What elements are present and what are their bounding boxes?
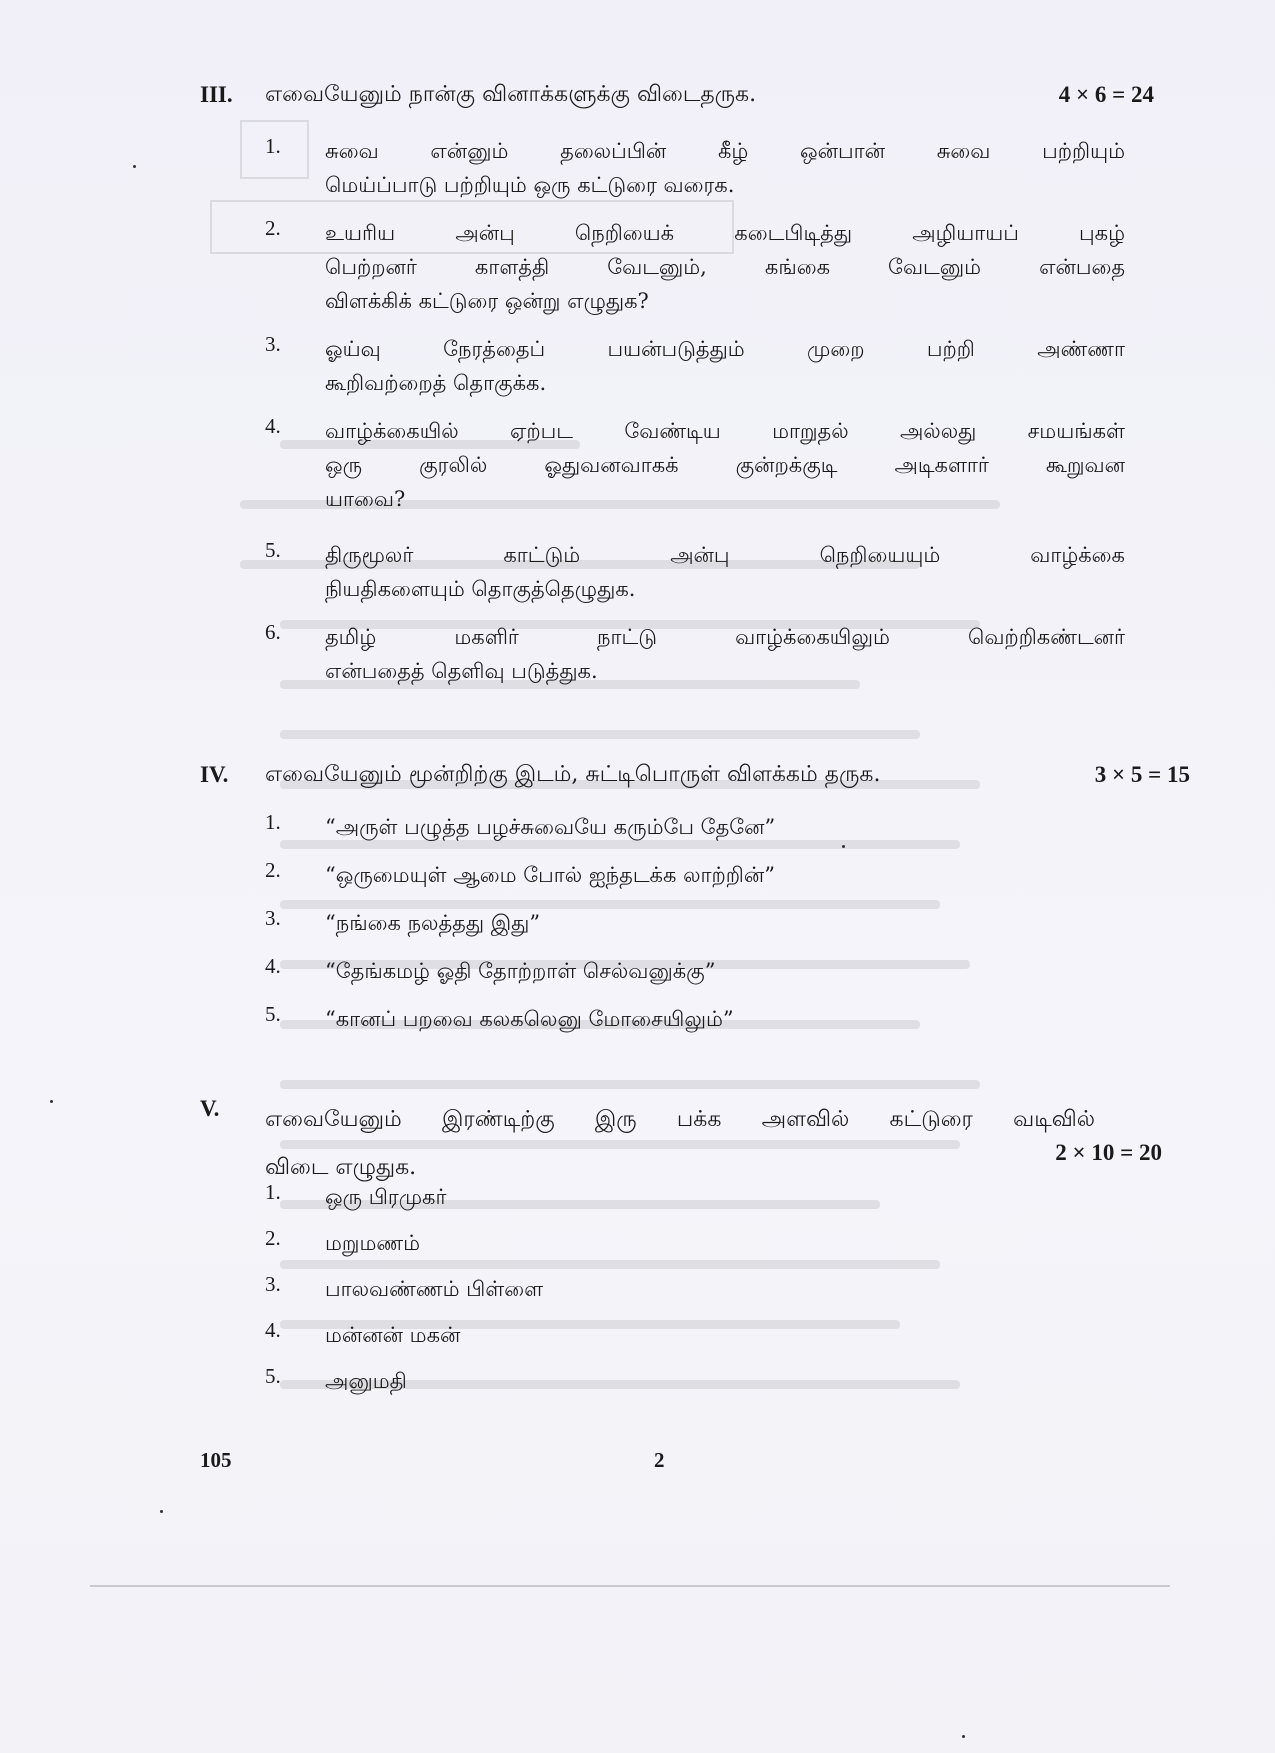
quote-text: “கானப் பறவை கலகலெனு மோசையிலும்” [325, 1007, 734, 1031]
question-item [265, 134, 1125, 204]
topic-text: ஒரு பிரமுகர் [325, 1185, 447, 1209]
topic-number: 3. [265, 1272, 281, 1296]
speck [842, 845, 845, 848]
quote-text: “அருள் பழுத்த பழச்சுவையே கரும்பே தேனே” [325, 815, 776, 839]
essay-topic [265, 1272, 1120, 1306]
question-item [265, 538, 1125, 608]
quote-number: 2. [265, 858, 281, 882]
topic-text: மன்னன் மகன் [325, 1323, 461, 1347]
quote-text: “தேங்கமழ் ஓதி தோற்றாள் செல்வனுக்கு” [325, 959, 716, 983]
quote-item [265, 1002, 1120, 1036]
question-text: விளக்கிக் கட்டுரை ஒன்று எழுதுக? [325, 289, 649, 313]
question-number: 1. [265, 134, 281, 158]
section-v [200, 1096, 1162, 1393]
question-text: நியதிகளையும் தொகுத்தெழுதுக. [325, 577, 636, 601]
section-marks: 3 × 5 = 15 [1094, 762, 1190, 787]
topic-number: 5. [265, 1364, 281, 1388]
question-text: கூறிவற்றைத் தொகுக்க. [325, 371, 547, 395]
paper-code: 105 [200, 1448, 232, 1472]
section-marks: 4 × 6 = 24 [1058, 82, 1154, 107]
essay-topic [265, 1364, 1120, 1398]
question-text: என்பதைத் தெளிவு படுத்துக. [325, 659, 598, 683]
quote-text: “நங்கை நலத்தது இது” [325, 911, 541, 935]
speck [962, 1735, 965, 1738]
section-instruction: எவையேனும் நான்கு வினாக்களுக்கு விடைதருக. [265, 82, 757, 107]
quote-item [265, 906, 1120, 940]
essay-topic [265, 1318, 1120, 1352]
quote-number: 4. [265, 954, 281, 978]
question-text: சுவை என்னும் தலைப்பின் கீழ் ஒன்பான் சுவை பற்றியும் [325, 139, 1125, 163]
question-text: தமிழ் மகளிர் நாட்டு வாழ்க்கையிலும் வெற்றிகண்டனர் [325, 625, 1125, 649]
section-instruction: எவையேனும் மூன்றிற்கு இடம், சுட்டிபொருள் விளக்கம் தருக. [265, 762, 881, 787]
question-number: 6. [265, 620, 281, 644]
quote-number: 1. [265, 810, 281, 834]
essay-topic [265, 1180, 1120, 1214]
question-text: யாவை? [325, 487, 406, 511]
section-marks: 2 × 10 = 20 [1055, 1140, 1162, 1165]
section-number: III. [200, 82, 233, 107]
question-text: மெய்ப்பாடு பற்றியும் ஒரு கட்டுரை வரைக. [325, 173, 735, 197]
question-number: 3. [265, 332, 281, 356]
topic-number: 1. [265, 1180, 281, 1204]
topic-text: அனுமதி [325, 1369, 407, 1393]
question-item [265, 332, 1125, 402]
essay-topic [265, 1226, 1120, 1260]
speck [133, 165, 136, 168]
page-number: 2 [654, 1448, 665, 1472]
topic-text: பாலவண்ணம் பிள்ளை [325, 1277, 544, 1301]
speck [160, 1510, 163, 1513]
question-text: பெற்றனர் காளத்தி வேடனும், கங்கை வேடனும் என்பதை [325, 255, 1125, 279]
section-number: IV. [200, 762, 229, 787]
topic-text: மறுமணம் [325, 1231, 420, 1255]
question-text: ஓய்வு நேரத்தைப் பயன்படுத்தும் முறை பற்றி அண்ணா [325, 337, 1125, 361]
section-number: V. [200, 1096, 220, 1121]
section-iv [200, 762, 1190, 1031]
question-text: உயரிய அன்பு நெறியைக் கடைபிடித்து அழியாயப் புகழ் [325, 221, 1125, 245]
section-instruction: எவையேனும் இரண்டிற்கு இரு பக்க அளவில் கட்டுரை வடிவில் [265, 1107, 1095, 1132]
question-item [265, 414, 1125, 518]
scan-edge-line [90, 1585, 1170, 1587]
question-number: 5. [265, 538, 281, 562]
section-instruction: விடை எழுதுக. [265, 1155, 417, 1180]
quote-text: “ஒருமையுள் ஆமை போல் ஐந்தடக்க லாற்றின்” [325, 863, 775, 887]
question-number: 4. [265, 414, 281, 438]
question-text: திருமூலர் காட்டும் அன்பு நெறியையும் வாழ்க்கை [325, 543, 1125, 567]
section-iii [200, 82, 1160, 683]
question-item [265, 620, 1125, 690]
topic-number: 2. [265, 1226, 281, 1250]
topic-number: 4. [265, 1318, 281, 1342]
question-text: வாழ்க்கையில் ஏற்பட வேண்டிய மாறுதல் அல்லது சமயங்கள் [325, 419, 1125, 443]
quote-number: 3. [265, 906, 281, 930]
question-number: 2. [265, 216, 281, 240]
quote-item [265, 810, 1120, 844]
question-item [265, 216, 1125, 320]
quote-item [265, 954, 1120, 988]
question-text: ஒரு குரலில் ஓதுவனவாகக் குன்றக்குடி அடிகளார் கூறுவன [325, 453, 1125, 477]
speck [50, 1100, 53, 1103]
quote-number: 5. [265, 1002, 281, 1026]
quote-item [265, 858, 1120, 892]
